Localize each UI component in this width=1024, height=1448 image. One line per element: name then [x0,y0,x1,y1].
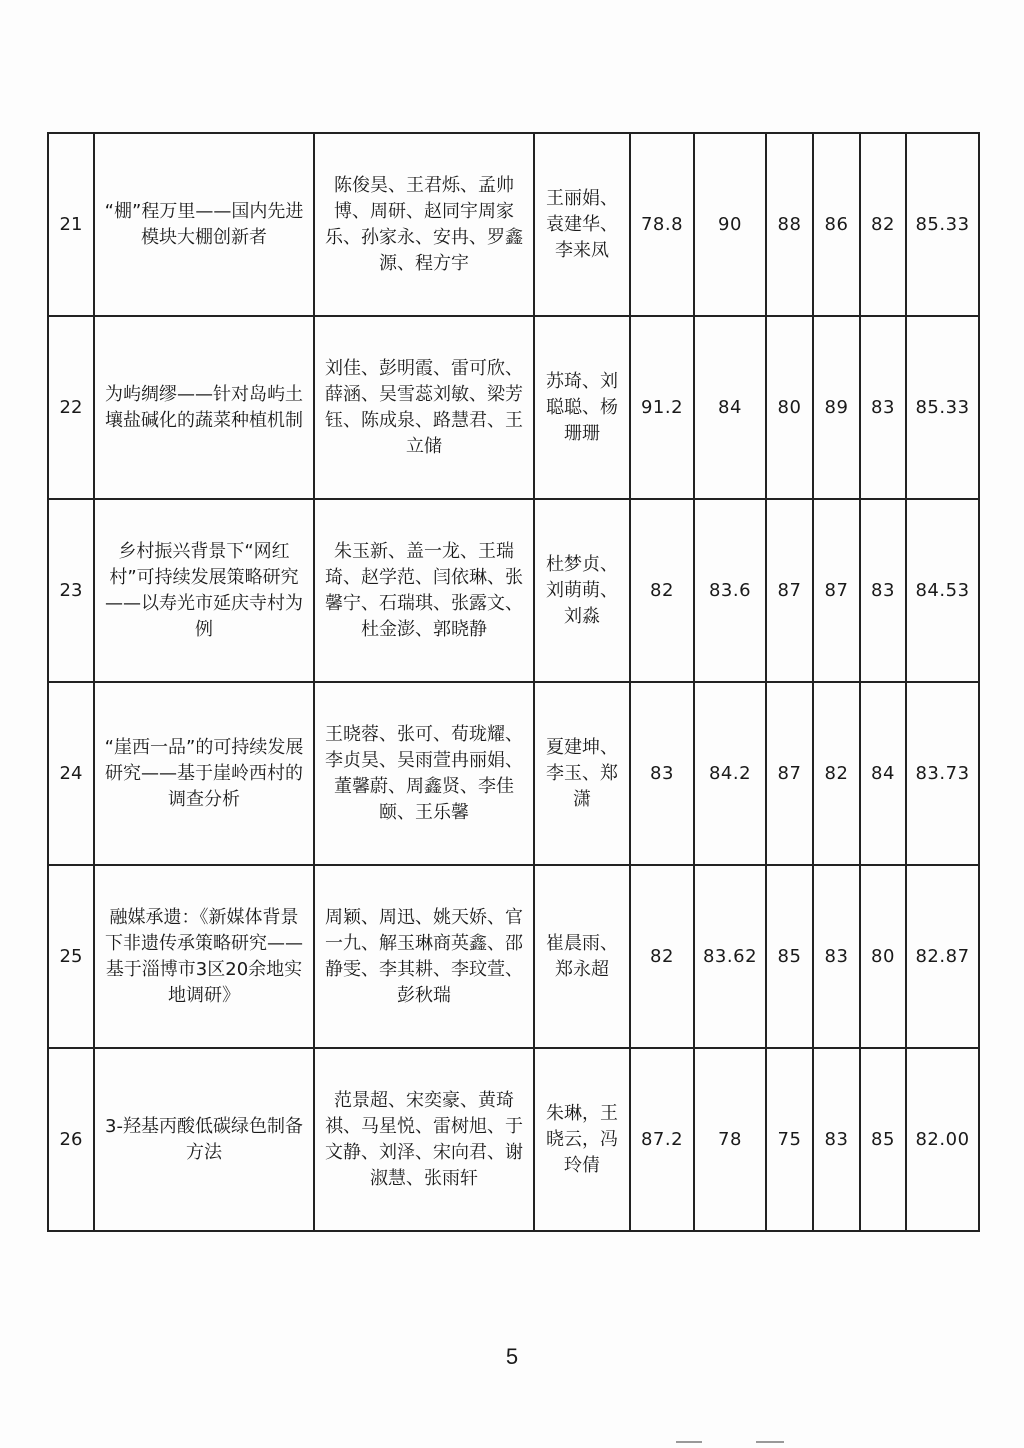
score-3: 87 [766,499,813,682]
score-4: 83 [813,1048,860,1231]
scan-mark [756,1441,784,1443]
scan-mark [676,1441,702,1443]
average-score: 82.87 [906,865,979,1048]
score-2: 84 [694,316,766,499]
score-1: 91.2 [630,316,694,499]
team-members: 周颖、周迅、姚天娇、官一九、解玉琳商英鑫、邵静雯、李其耕、李玟萱、彭秋瑞 [314,865,534,1048]
score-3: 75 [766,1048,813,1231]
team-members: 朱玉新、盖一龙、王瑞琦、赵学范、闫依琳、张馨宁、石瑞琪、张露文、杜金澎、郭晓静 [314,499,534,682]
score-4: 83 [813,865,860,1048]
score-2: 84.2 [694,682,766,865]
table-row [48,682,979,865]
score-3: 87 [766,682,813,865]
advisors: 杜梦贞、刘萌萌、刘淼 [534,499,630,682]
advisors: 崔晨雨、郑永超 [534,865,630,1048]
row-index: 22 [48,316,94,499]
score-3: 85 [766,865,813,1048]
score-3: 80 [766,316,813,499]
score-5: 85 [860,1048,906,1231]
score-2: 83.6 [694,499,766,682]
team-members: 范景超、宋奕豪、黄琦祺、马星悦、雷树旭、于文静、刘泽、宋向君、谢淑慧、张雨轩 [314,1048,534,1231]
average-score: 85.33 [906,133,979,316]
project-title: 融媒承遗：《新媒体背景下非遗传承策略研究——基于淄博市3区20余地实地调研》 [94,865,314,1048]
project-title: 为屿绸缪——针对岛屿土壤盐碱化的蔬菜种植机制 [94,316,314,499]
score-4: 89 [813,316,860,499]
score-1: 78.8 [630,133,694,316]
project-title: 乡村振兴背景下“网红村”可持续发展策略研究——以寿光市延庆寺村为例 [94,499,314,682]
table-row [48,499,979,682]
advisors: 苏琦、刘聪聪、杨珊珊 [534,316,630,499]
score-1: 87.2 [630,1048,694,1231]
average-score: 84.53 [906,499,979,682]
score-5: 84 [860,682,906,865]
table-row [48,133,979,316]
project-title: 3-羟基丙酸低碳绿色制备方法 [94,1048,314,1231]
score-4: 82 [813,682,860,865]
team-members: 王晓蓉、张可、荀珑耀、李贞昊、吴雨萱冉丽娟、董馨蔚、周鑫贤、李佳颐、王乐馨 [314,682,534,865]
average-score: 82.00 [906,1048,979,1231]
advisors: 王丽娟、袁建华、李来凤 [534,133,630,316]
advisors: 朱琳，王晓云，冯玲倩 [534,1048,630,1231]
score-5: 82 [860,133,906,316]
project-title: “棚”程万里——国内先进模块大棚创新者 [94,133,314,316]
page-number: 5 [505,1344,519,1369]
table-row [48,316,979,499]
score-1: 82 [630,865,694,1048]
team-members: 陈俊昊、王君烁、孟帅博、周研、赵同宇周家乐、孙家永、安冉、罗鑫源、程方宇 [314,133,534,316]
score-4: 86 [813,133,860,316]
score-3: 88 [766,133,813,316]
row-index: 23 [48,499,94,682]
score-1: 82 [630,499,694,682]
table-row [48,1048,979,1231]
score-5: 83 [860,499,906,682]
row-index: 24 [48,682,94,865]
advisors: 夏建坤、李玉、郑潇 [534,682,630,865]
score-2: 90 [694,133,766,316]
row-index: 25 [48,865,94,1048]
score-5: 83 [860,316,906,499]
average-score: 83.73 [906,682,979,865]
project-title: “崖西一品”的可持续发展研究——基于崖岭西村的调查分析 [94,682,314,865]
row-index: 21 [48,133,94,316]
row-index: 26 [48,1048,94,1231]
score-2: 83.62 [694,865,766,1048]
team-members: 刘佳、彭明霞、雷可欣、薛涵、吴雪蕊刘敏、梁芳钰、陈成泉、路慧君、王立储 [314,316,534,499]
score-2: 78 [694,1048,766,1231]
score-5: 80 [860,865,906,1048]
average-score: 85.33 [906,316,979,499]
results-table [47,132,980,1232]
score-4: 87 [813,499,860,682]
table-row [48,865,979,1048]
score-1: 83 [630,682,694,865]
